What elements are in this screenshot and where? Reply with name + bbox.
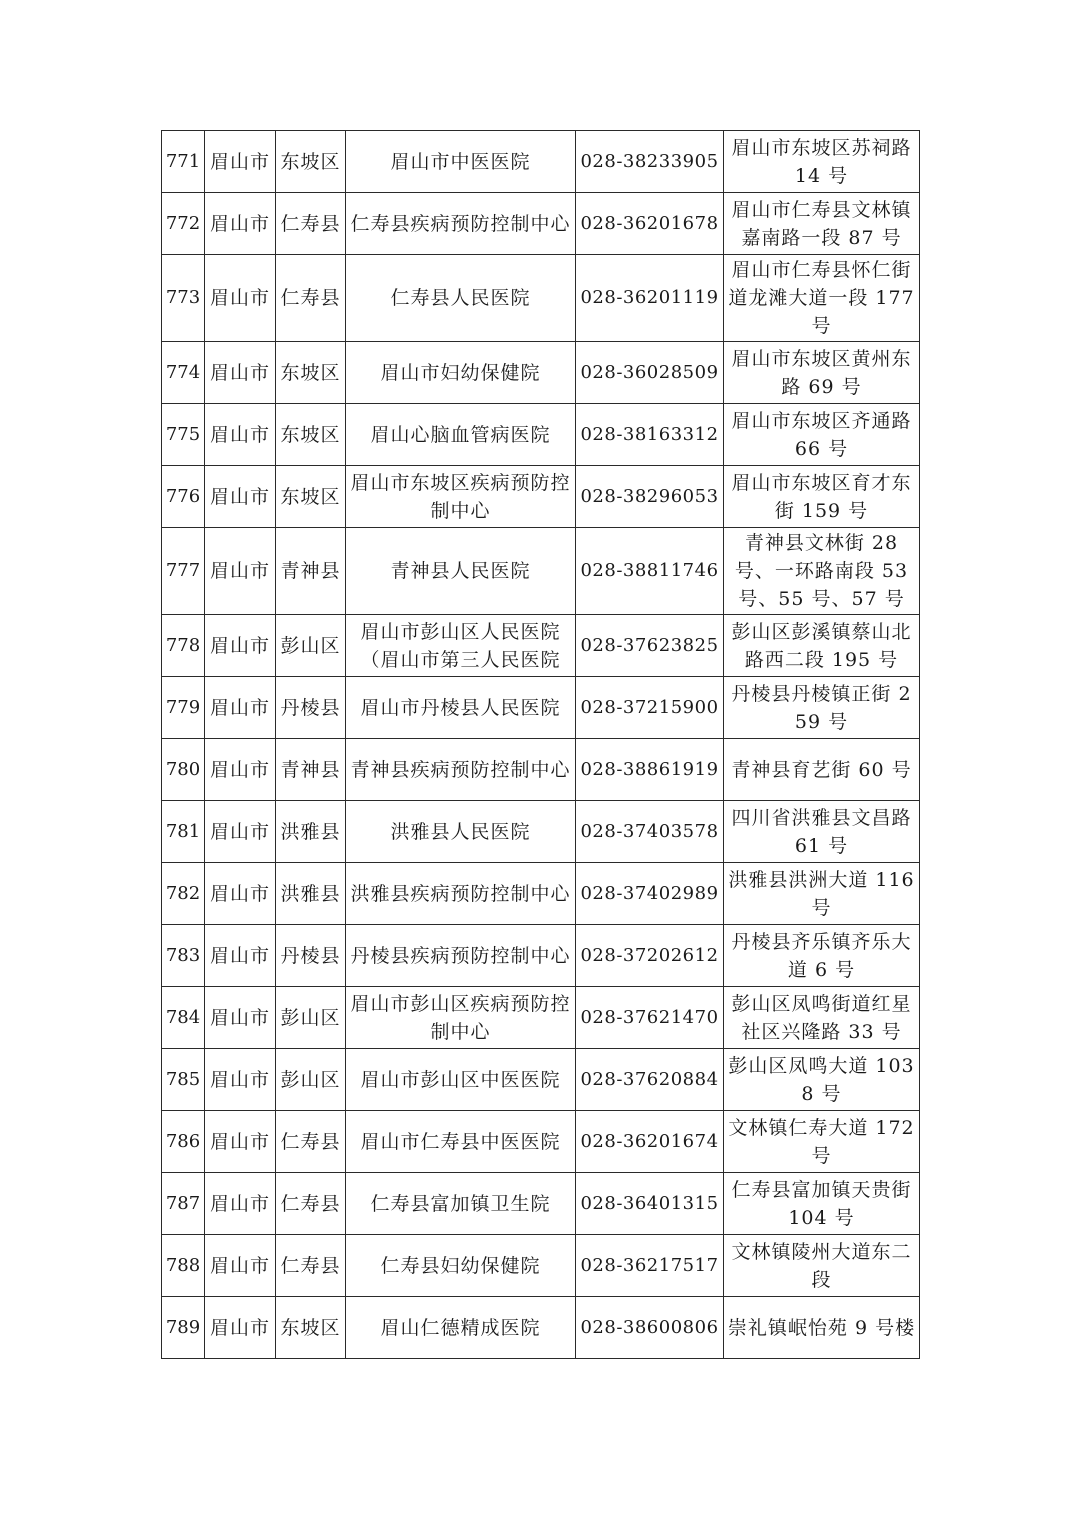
address-cell: 眉山市仁寿县文林镇嘉南路一段 87 号 — [724, 193, 920, 255]
institution-name: 青神县疾病预防控制中心 — [346, 739, 576, 801]
institution-name: 眉山市妇幼保健院 — [346, 342, 576, 404]
phone-cell: 028-36201678 — [576, 193, 724, 255]
table-row — [162, 193, 920, 255]
row-number: 782 — [162, 863, 205, 925]
address-cell: 眉山市东坡区苏祠路 14 号 — [724, 131, 920, 193]
institution-name: 眉山市中医医院 — [346, 131, 576, 193]
address-cell: 青神县育艺街 60 号 — [724, 739, 920, 801]
table-row — [162, 255, 920, 342]
row-number: 772 — [162, 193, 205, 255]
institution-name: 眉山市彭山区人民医院（眉山市第三人民医院 — [346, 615, 576, 677]
city-cell: 眉山市 — [205, 615, 276, 677]
city-cell: 眉山市 — [205, 342, 276, 404]
table-row — [162, 1173, 920, 1235]
institution-name: 眉山心脑血管病医院 — [346, 404, 576, 466]
row-number: 785 — [162, 1049, 205, 1111]
address-cell: 青神县文林街 28 号、一环路南段 53 号、55 号、57 号 — [724, 528, 920, 615]
district-cell: 彭山区 — [276, 987, 346, 1049]
row-number: 781 — [162, 801, 205, 863]
city-cell: 眉山市 — [205, 801, 276, 863]
row-number: 775 — [162, 404, 205, 466]
table-row — [162, 615, 920, 677]
address-cell: 洪雅县洪洲大道 116 号 — [724, 863, 920, 925]
table-body — [162, 131, 920, 1359]
row-number: 771 — [162, 131, 205, 193]
city-cell: 眉山市 — [205, 255, 276, 342]
row-number: 776 — [162, 466, 205, 528]
institution-name: 眉山市丹棱县人民医院 — [346, 677, 576, 739]
district-cell: 彭山区 — [276, 1049, 346, 1111]
institution-name: 洪雅县人民医院 — [346, 801, 576, 863]
table-row — [162, 987, 920, 1049]
district-cell: 仁寿县 — [276, 193, 346, 255]
row-number: 774 — [162, 342, 205, 404]
district-cell: 仁寿县 — [276, 255, 346, 342]
institution-name: 眉山市彭山区中医医院 — [346, 1049, 576, 1111]
address-cell: 彭山区凤鸣街道红星社区兴隆路 33 号 — [724, 987, 920, 1049]
district-cell: 仁寿县 — [276, 1235, 346, 1297]
institution-name: 洪雅县疾病预防控制中心 — [346, 863, 576, 925]
row-number: 787 — [162, 1173, 205, 1235]
institution-name: 眉山市彭山区疾病预防控制中心 — [346, 987, 576, 1049]
institution-name: 仁寿县疾病预防控制中心 — [346, 193, 576, 255]
city-cell: 眉山市 — [205, 528, 276, 615]
city-cell: 眉山市 — [205, 925, 276, 987]
institution-name: 丹棱县疾病预防控制中心 — [346, 925, 576, 987]
table-row — [162, 131, 920, 193]
district-cell: 洪雅县 — [276, 863, 346, 925]
district-cell: 青神县 — [276, 739, 346, 801]
district-cell: 洪雅县 — [276, 801, 346, 863]
city-cell: 眉山市 — [205, 193, 276, 255]
institution-name: 眉山市东坡区疾病预防控制中心 — [346, 466, 576, 528]
city-cell: 眉山市 — [205, 1297, 276, 1359]
table-row — [162, 739, 920, 801]
row-number: 773 — [162, 255, 205, 342]
institution-name: 仁寿县妇幼保健院 — [346, 1235, 576, 1297]
address-cell: 丹棱县齐乐镇齐乐大道 6 号 — [724, 925, 920, 987]
table-row — [162, 1235, 920, 1297]
row-number: 779 — [162, 677, 205, 739]
table-row — [162, 801, 920, 863]
table-row — [162, 1297, 920, 1359]
address-cell: 丹棱县丹棱镇正街 259 号 — [724, 677, 920, 739]
table-row — [162, 342, 920, 404]
phone-cell: 028-38163312 — [576, 404, 724, 466]
city-cell: 眉山市 — [205, 466, 276, 528]
address-cell: 文林镇仁寿大道 172 号 — [724, 1111, 920, 1173]
phone-cell: 028-36401315 — [576, 1173, 724, 1235]
phone-cell: 028-37402989 — [576, 863, 724, 925]
address-cell: 四川省洪雅县文昌路 61 号 — [724, 801, 920, 863]
address-cell: 彭山区凤鸣大道 1038 号 — [724, 1049, 920, 1111]
address-cell: 仁寿县富加镇天贵街 104 号 — [724, 1173, 920, 1235]
phone-cell: 028-36028509 — [576, 342, 724, 404]
address-cell: 文林镇陵州大道东二段 — [724, 1235, 920, 1297]
phone-cell: 028-37623825 — [576, 615, 724, 677]
district-cell: 东坡区 — [276, 1297, 346, 1359]
address-cell: 眉山市东坡区黄州东路 69 号 — [724, 342, 920, 404]
phone-cell: 028-36201674 — [576, 1111, 724, 1173]
district-cell: 东坡区 — [276, 404, 346, 466]
district-cell: 东坡区 — [276, 466, 346, 528]
row-number: 788 — [162, 1235, 205, 1297]
row-number: 784 — [162, 987, 205, 1049]
district-cell: 丹棱县 — [276, 677, 346, 739]
city-cell: 眉山市 — [205, 1235, 276, 1297]
address-cell: 眉山市东坡区齐通路 66 号 — [724, 404, 920, 466]
table-row — [162, 528, 920, 615]
table-row — [162, 863, 920, 925]
institution-name: 眉山仁德精成医院 — [346, 1297, 576, 1359]
table-row — [162, 1049, 920, 1111]
phone-cell: 028-37202612 — [576, 925, 724, 987]
table-row — [162, 1111, 920, 1173]
table-row — [162, 404, 920, 466]
district-cell: 东坡区 — [276, 131, 346, 193]
phone-cell: 028-36217517 — [576, 1235, 724, 1297]
city-cell: 眉山市 — [205, 739, 276, 801]
table-row — [162, 925, 920, 987]
address-cell: 崇礼镇岷怡苑 9 号楼 — [724, 1297, 920, 1359]
phone-cell: 028-36201119 — [576, 255, 724, 342]
row-number: 778 — [162, 615, 205, 677]
phone-cell: 028-37620884 — [576, 1049, 724, 1111]
city-cell: 眉山市 — [205, 404, 276, 466]
district-cell: 丹棱县 — [276, 925, 346, 987]
address-cell: 眉山市仁寿县怀仁街道龙滩大道一段 177 号 — [724, 255, 920, 342]
institution-name: 青神县人民医院 — [346, 528, 576, 615]
row-number: 789 — [162, 1297, 205, 1359]
phone-cell: 028-37621470 — [576, 987, 724, 1049]
phone-cell: 028-38600806 — [576, 1297, 724, 1359]
city-cell: 眉山市 — [205, 1049, 276, 1111]
phone-cell: 028-37215900 — [576, 677, 724, 739]
institution-name: 眉山市仁寿县中医医院 — [346, 1111, 576, 1173]
phone-cell: 028-38296053 — [576, 466, 724, 528]
phone-cell: 028-38233905 — [576, 131, 724, 193]
phone-cell: 028-38811746 — [576, 528, 724, 615]
hospital-table — [161, 130, 920, 1359]
city-cell: 眉山市 — [205, 1111, 276, 1173]
phone-cell: 028-37403578 — [576, 801, 724, 863]
district-cell: 东坡区 — [276, 342, 346, 404]
institution-name: 仁寿县富加镇卫生院 — [346, 1173, 576, 1235]
district-cell: 仁寿县 — [276, 1111, 346, 1173]
table-row — [162, 466, 920, 528]
address-cell: 彭山区彭溪镇蔡山北路西二段 195 号 — [724, 615, 920, 677]
district-cell: 仁寿县 — [276, 1173, 346, 1235]
phone-cell: 028-38861919 — [576, 739, 724, 801]
district-cell: 彭山区 — [276, 615, 346, 677]
table-row — [162, 677, 920, 739]
institution-name: 仁寿县人民医院 — [346, 255, 576, 342]
city-cell: 眉山市 — [205, 863, 276, 925]
address-cell: 眉山市东坡区育才东街 159 号 — [724, 466, 920, 528]
district-cell: 青神县 — [276, 528, 346, 615]
city-cell: 眉山市 — [205, 677, 276, 739]
row-number: 777 — [162, 528, 205, 615]
city-cell: 眉山市 — [205, 1173, 276, 1235]
row-number: 780 — [162, 739, 205, 801]
row-number: 786 — [162, 1111, 205, 1173]
city-cell: 眉山市 — [205, 131, 276, 193]
row-number: 783 — [162, 925, 205, 987]
city-cell: 眉山市 — [205, 987, 276, 1049]
